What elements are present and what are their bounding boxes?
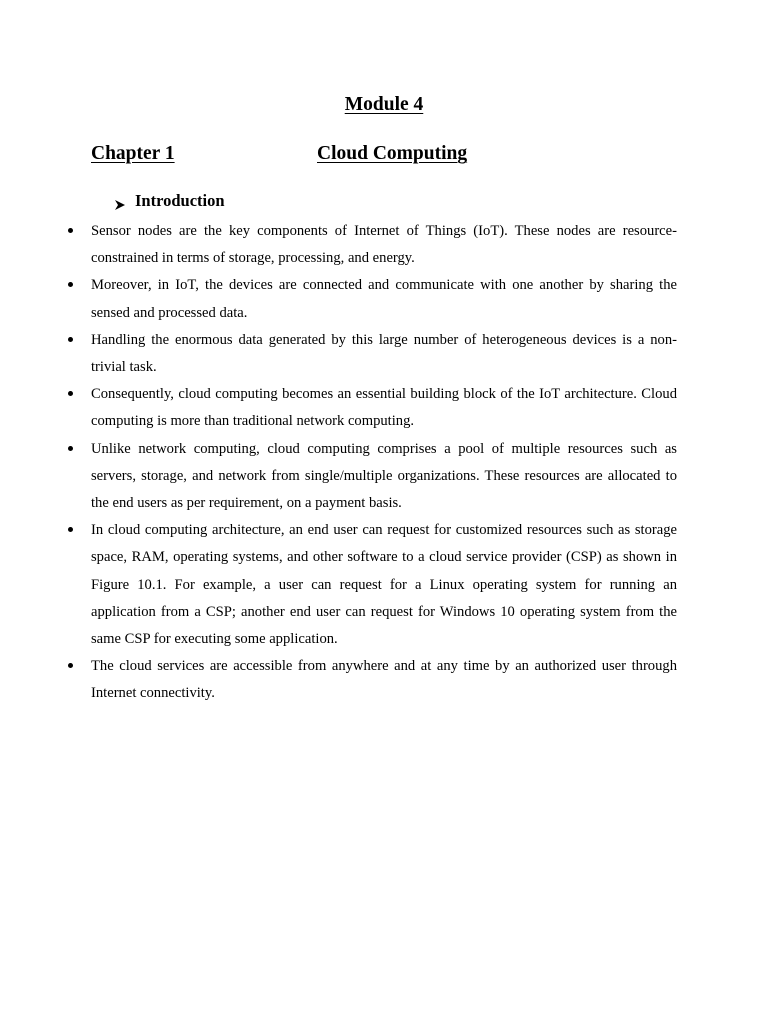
arrow-right-icon [114,195,126,207]
section-heading-text: Introduction [135,191,225,210]
bullet-icon [68,527,73,532]
section-heading [114,190,225,212]
bullet-icon [68,446,73,451]
list-item-text: In cloud computing architecture, an end user can request for customized resources such as storage space, RAM, operating systems, and other software to a cloud service provider (CSP) as shown in Figure 10.1. For example, a user can request for a Linux operating system for running an application from a CSP; another end user can request for Windows 10 operating system from the same CSP for executing some application. [91,522,677,648]
list-item-text: The cloud services are accessible from anywhere and at any time by an authorized user through Internet connectivity. [91,658,677,702]
chapter-label: Chapter 1 [91,143,175,164]
list-item [91,218,677,272]
list-item [91,517,677,653]
list-item-text: Handling the enormous data generated by this large number of heterogeneous devices is a non-trivial task. [91,331,677,376]
bullet-icon [68,391,73,396]
list-item-text: Moreover, in IoT, the devices are connected and communicate with one another by sharing the sensed and processed data. [91,277,677,321]
module-title-text: Module 4 [344,94,424,115]
list-item [91,436,677,518]
bullet-list [91,218,677,708]
bullet-icon [68,228,73,233]
bullet-icon [68,337,73,342]
chapter-title: Cloud Computing [317,143,468,164]
list-item-text: Unlike network computing, cloud computing comprises a pool of multiple resources such as servers, storage, and network from single/multiple organizations. These resources are allocated to the end users as per requirement, on a payment basis. [91,440,677,512]
list-item-text: Sensor nodes are the key components of Internet of Things (IoT). These nodes are resource-constrained in terms of storage, processing, and energy. [91,223,677,267]
bullet-icon [68,663,73,668]
list-item-text: Consequently, cloud computing becomes an essential building block of the IoT architecture. Cloud computing is more than traditional network computing. [91,386,677,430]
list-item [91,272,677,326]
bullet-icon [68,282,73,287]
list-item [91,327,677,381]
list-item [91,653,677,707]
list-item [91,381,677,435]
module-title [0,93,768,117]
